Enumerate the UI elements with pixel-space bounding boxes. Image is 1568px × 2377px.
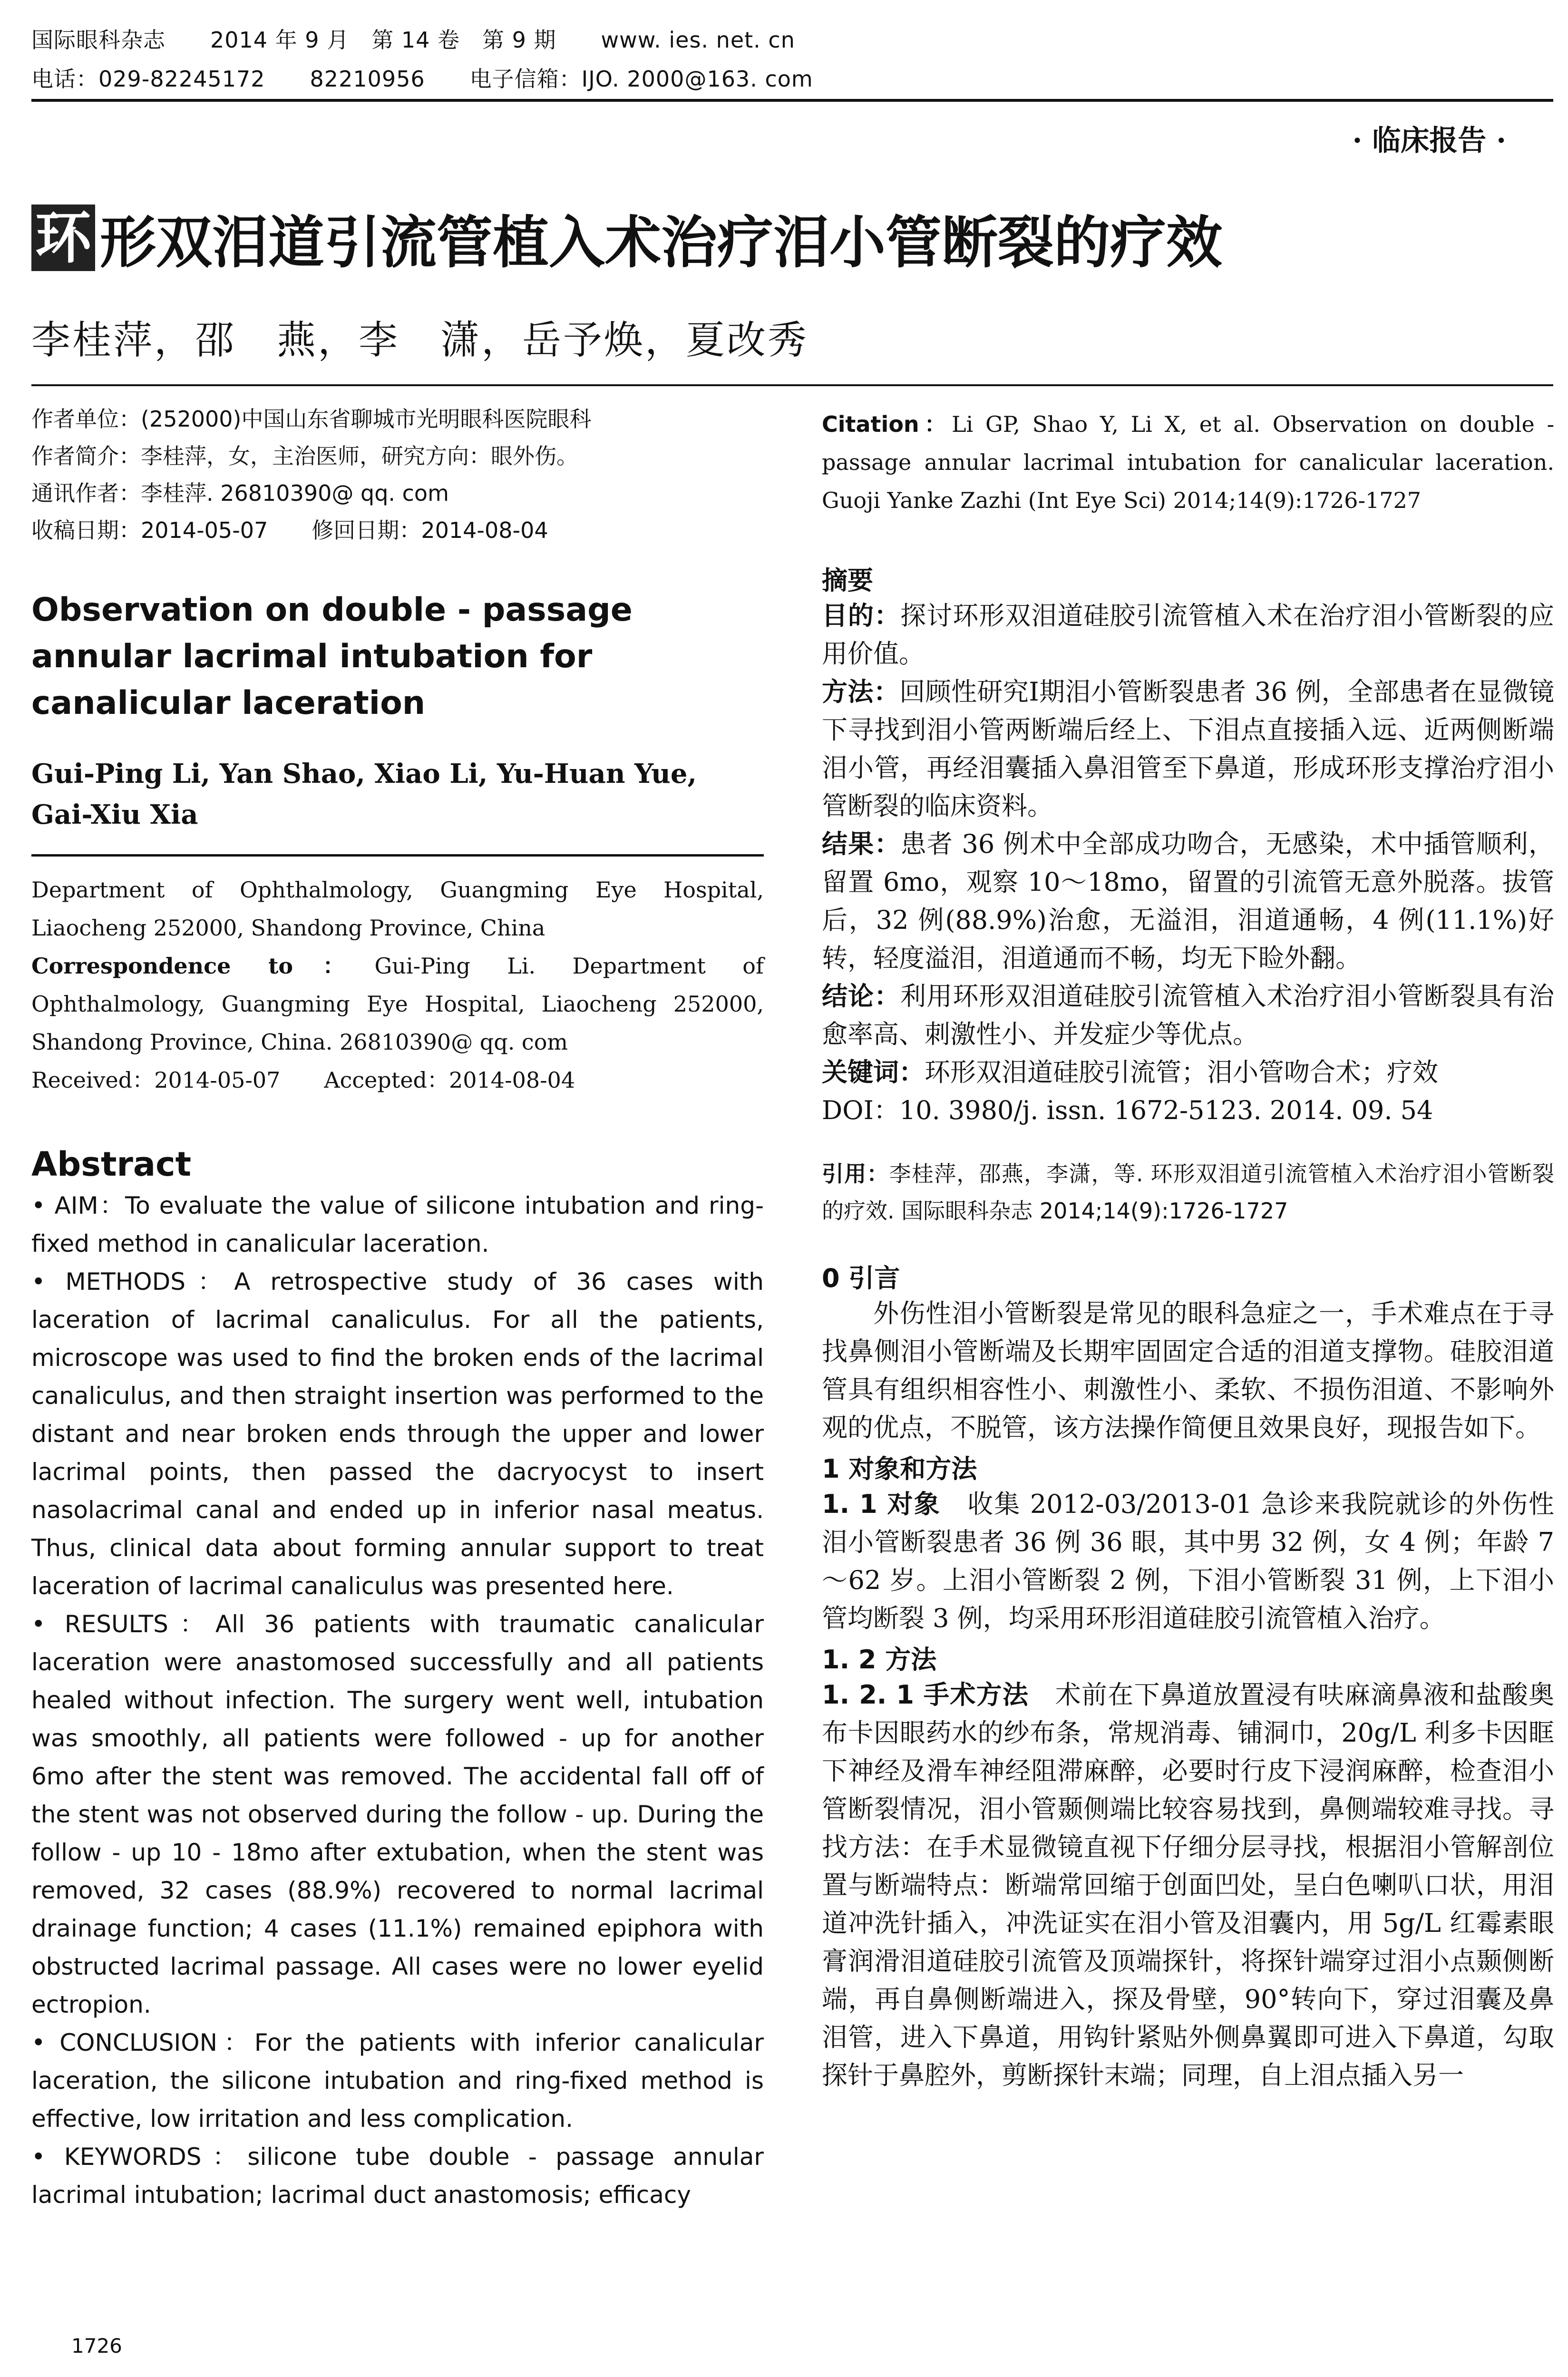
section-methods-heading: 1 对象和方法 [822, 1454, 977, 1484]
cite-cn-label: 引用： [822, 1161, 889, 1187]
methods-label: • METHODS： [31, 1268, 234, 1296]
cn-conclusion-label: 结论： [822, 981, 901, 1011]
english-title: Observation on double - passage annular lacrimal intubation for canalicular laceration [31, 591, 633, 722]
intro-paragraph: 外伤性泪小管断裂是常见的眼科急症之一，手术难点在于寻找鼻侧泪小管断端及长期牢固固定合适的泪道支撑物。硅胶泪道管具有组织相容性小、刺激性小、柔软、不损伤泪道、不影响外观的优点，不脱管，该方法操作简便且效果良好，现报告如下。 [822, 1298, 1554, 1442]
results-text: All 36 patients with traumatic canalicular laceration were anastomosed successfully and all patients healed without infection. The surgery went well, intubation was smoothly, all patients were followed - up for another 6mo after the stent was removed. The accidental fall off of the stent was not observed during the follow - up. During the follow - up 10 - 18mo after extubation, when the stent was removed, 32 cases (88.9%) recovered to normal lacrimal drainage function; 4 cases (11.1%) remained epiphora with obstructed lacrimal passage. All cases were no lower eyelid ectropion. [31, 1610, 764, 2018]
abstract-heading: Abstract [31, 1145, 192, 1184]
cite-cn-text: 李桂萍，邵燕，李潇，等. 环形双泪道引流管植入术治疗泪小管断裂的疗效. 国际眼科杂志 2014;14(9):1726-1727 [822, 1161, 1555, 1224]
abstract-en [31, 1187, 764, 2214]
surgery-text: 术前在下鼻道放置浸有呋麻滴鼻液和盐酸奥布卡因眼药水的纱布条，常规消毒、铺洞巾，20g/L 利多卡因眶下神经及滑车神经阻滞麻醉，必要时行皮下浸润麻醉，检查泪小管断裂情况，泪小管颞侧端比较容易找到，鼻侧端较难寻找。寻找方法：在手术显微镜直视下仔细分层寻找，根据泪小管解剖位置与断端特点：断端常回缩于创面凹处，呈白色喇叭口状，用泪道冲洗针插入，冲洗证实在泪小管及泪囊内，用 5g/L 红霉素眼膏润滑泪道硅胶引流管及顶端探针，将探针端穿过泪小点颞侧断端，再自鼻侧断端进入，探及骨壁，90°转向下，穿过泪囊及鼻泪管，进入下鼻道，用钩针紧贴外侧鼻翼即可进入下鼻道，勾取探针于鼻腔外，剪断探针末端；同理，自上泪点插入另一 [822, 1680, 1555, 2090]
keywords-label: • KEYWORDS： [31, 2143, 248, 2171]
correspondence-text: Gui-Ping Li. Department of Ophthalmology, Guangming Eye Hospital, Liaocheng 252000, Shandong Province, China. 26810390@ qq. com [31, 953, 764, 1055]
cn-methods [822, 673, 1554, 825]
correspondence-label: Correspondence to： [31, 953, 375, 979]
aim-label: • AIM： [31, 1192, 126, 1219]
cn-conclusion [822, 977, 1554, 1053]
journal-header-line2: 电话：029-82245172 82210956 电子信箱：IJO. 2000@163. com [31, 66, 813, 92]
citation-en [822, 405, 1554, 519]
journal-header-line1: 国际眼科杂志 2014 年 9 月 第 14 卷 第 9 期 www. ies. net. cn [31, 27, 795, 53]
cn-aim-text: 探讨环形双泪道硅胶引流管植入术在治疗泪小管断裂的应用价值。 [822, 601, 1555, 669]
citation-label: Citation： [822, 411, 952, 437]
header-rule [31, 99, 1553, 102]
conclusion-text: For the patients with inferior canalicular laceration, the silicone intubation and ring-fixed method is effective, low irritation and less complication. [31, 2029, 764, 2133]
cn-keywords-text: 环形双泪道硅胶引流管；泪小管吻合术；疗效 [925, 1057, 1438, 1087]
affiliation-cn [31, 400, 764, 549]
article-title [31, 205, 1223, 275]
title-first-char: 环 [31, 205, 95, 271]
english-authors: Gui-Ping Li, Yan Shao, Xiao Li, Yu-Huan Yue, Gai-Xiu Xia [31, 758, 697, 830]
cn-aim [822, 597, 1554, 673]
abstract-cn [822, 597, 1554, 1130]
cn-aim-label: 目的： [822, 601, 901, 631]
section-label: · 临床报告 · [1352, 124, 1506, 157]
aim-text: To evaluate the value of silicone intubation and ring-fixed method in canalicular laceration. [31, 1192, 764, 1257]
abstract-cn-heading: 摘要 [822, 565, 873, 595]
correspondence [31, 947, 764, 1061]
cite-cn [822, 1155, 1554, 1229]
english-affiliation [31, 871, 764, 1099]
affiliation-unit: 作者单位：(252000)中国山东省聊城市光明眼科医院眼科 [31, 406, 592, 432]
cn-keywords [822, 1053, 1554, 1091]
affiliation-bio: 作者简介：李桂萍，女，主治医师，研究方向：眼外伤。 [31, 443, 578, 469]
subject-paragraph [822, 1485, 1554, 1637]
left-column [31, 395, 764, 2214]
cn-methods-label: 方法： [822, 677, 900, 707]
cn-methods-text: 回顾性研究Ⅰ期泪小管断裂患者 36 例，全部患者在显微镜下寻找到泪小管两断端后经上、下泪点直接插入远、近两侧断端泪小管，再经泪囊插入鼻泪管至下鼻道，形成环形支撑治疗泪小管断裂的临床资料。 [822, 677, 1555, 821]
abstract-conclusion [31, 2024, 764, 2138]
affiliation-corr: 通讯作者：李桂萍. 26810390@ qq. com [31, 480, 449, 506]
conclusion-label: • CONCLUSION： [31, 2029, 254, 2056]
section-intro-heading: 0 引言 [822, 1263, 900, 1293]
abstract-aim [31, 1187, 764, 1263]
surgery-paragraph [822, 1676, 1554, 2094]
authors-cn: 李桂萍，邵 燕，李 潇，岳予焕，夏改秀 [31, 318, 809, 363]
affiliation-dates: 收稿日期：2014-05-07 修回日期：2014-08-04 [31, 517, 548, 543]
surgery-heading: 1. 2. 1 手术方法 [822, 1680, 1029, 1710]
abstract-keywords [31, 2138, 764, 2214]
dept-text: Department of Ophthalmology, Guangming Eye Hospital, Liaocheng 252000, Shandong Province, China [31, 877, 764, 941]
results-label: • RESULTS： [31, 1610, 215, 1638]
title-rule [31, 384, 1553, 386]
title-rest: 形双泪道引流管植入术治疗泪小管断裂的疗效 [100, 210, 1223, 275]
cn-results [822, 825, 1554, 977]
authors-rule [31, 854, 764, 857]
abstract-methods [31, 1263, 764, 1605]
method-heading: 1. 2 方法 [822, 1645, 937, 1675]
received-dates: Received：2014-05-07 Accepted：2014-08-04 [31, 1067, 575, 1093]
subject-text: 收集 2012-03/2013-01 急诊来我院就诊的外伤性泪小管断裂患者 36 例 36 眼，其中男 32 例，女 4 例；年龄 7～62 岁。上泪小管断裂 2 例，下泪小管断裂 31 例，上下泪小管均断裂 3 例，均采用环形泪道硅胶引流管植入治疗。 [822, 1489, 1554, 1633]
keywords-text: silicone tube double - passage annular lacrimal intubation; lacrimal duct anastomosis; efficacy [31, 2143, 764, 2209]
abstract-results [31, 1605, 764, 2024]
cn-conclusion-text: 利用环形双泪道硅胶引流管植入术治疗泪小管断裂具有治愈率高、刺激性小、并发症少等优点。 [822, 981, 1555, 1049]
cn-doi: DOI：10. 3980/j. issn. 1672-5123. 2014. 09. 54 [822, 1095, 1433, 1125]
cn-results-label: 结果： [822, 829, 901, 859]
page-number: 1726 [71, 2334, 122, 2358]
methods-text: A retrospective study of 36 cases with laceration of lacrimal canaliculus. For all the patients, microscope was used to find the broken ends of the lacrimal canaliculus, and then straight insertion was performed to the distant and near broken ends through the upper and lower lacrimal points, then passed the dacryocyst to insert nasolacrimal canal and ended up in inferior nasal meatus. Thus, clinical data about forming annular support to treat laceration of lacrimal canaliculus was presented here. [31, 1268, 764, 1600]
cn-keywords-label: 关键词： [822, 1057, 925, 1087]
subject-heading: 1. 1 对象 [822, 1489, 941, 1519]
citation-text: Li GP, Shao Y, Li X, et al. Observation on double - passage annular lacrimal intubation for canalicular laceration. Guoji Yanke Zazhi (Int Eye Sci) 2014;14(9):1726-1727 [822, 411, 1554, 513]
right-column [822, 395, 1554, 2094]
cn-results-text: 患者 36 例术中全部成功吻合，无感染，术中插管顺利，留置 6mo，观察 10～18mo，留置的引流管无意外脱落。拔管后，32 例(88.9%)治愈，无溢泪，泪道通畅，4 例(11.1%)好转，轻度溢泪，泪道通而不畅，均无下睑外翻。 [822, 829, 1555, 973]
